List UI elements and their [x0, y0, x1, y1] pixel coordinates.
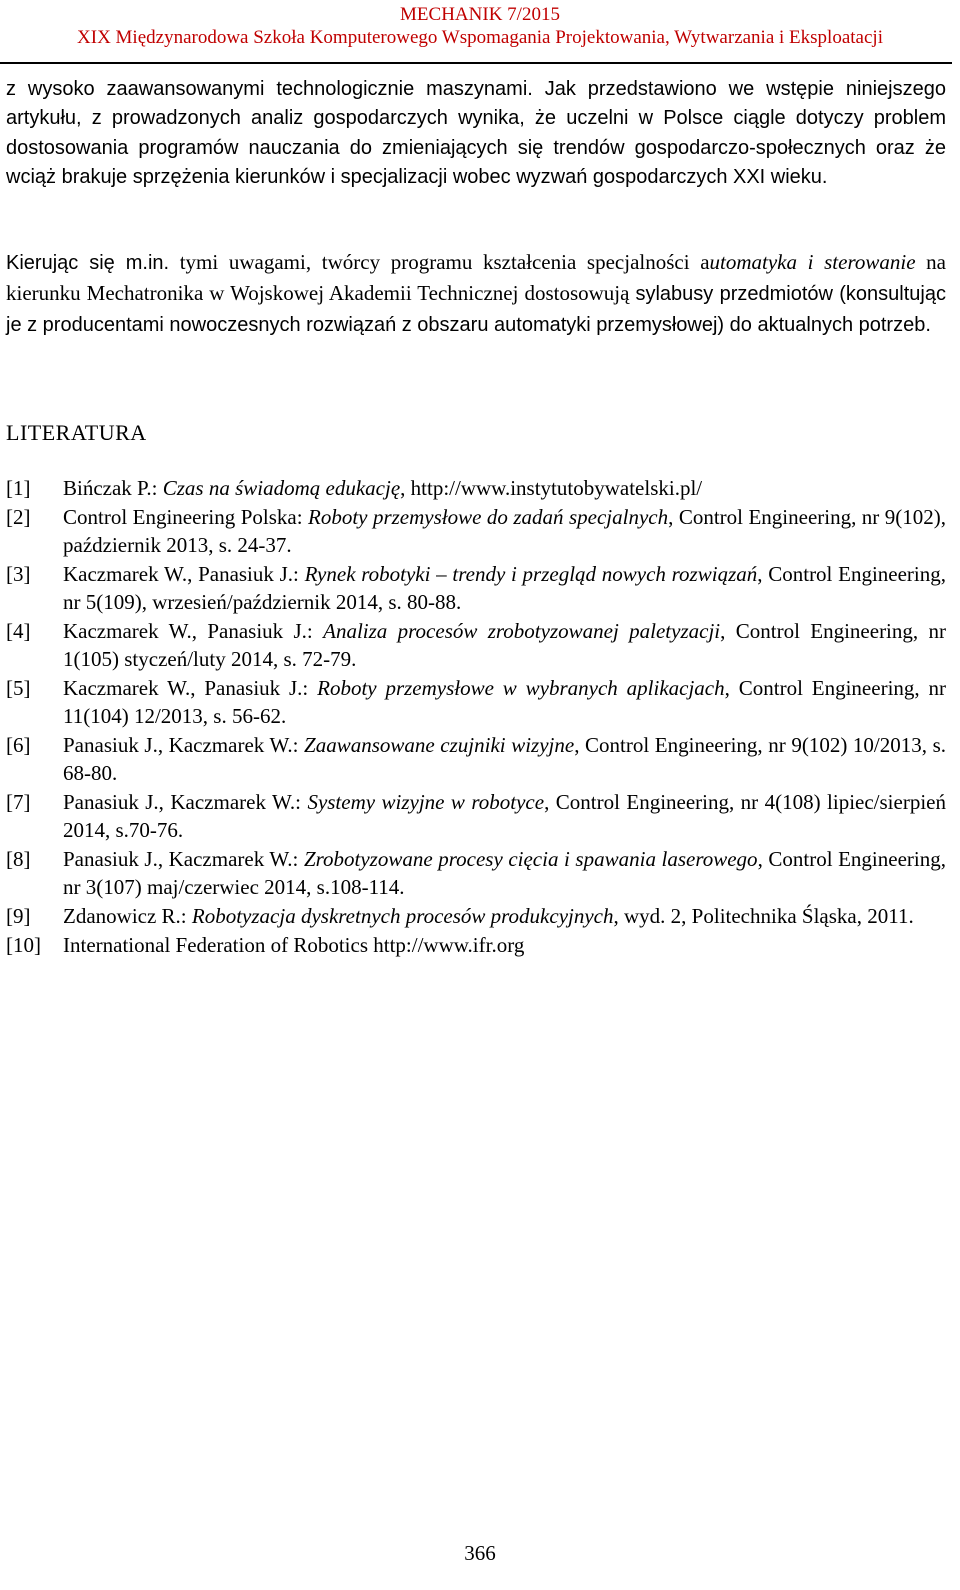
reference-item — [6, 731, 946, 787]
reference-number: [6] — [6, 732, 31, 757]
reference-number: [5] — [6, 675, 31, 700]
body-paragraph-2 — [6, 248, 946, 341]
reference-item — [6, 902, 946, 930]
reference-title: Systemy wizyjne w robotyce — [307, 789, 545, 814]
reference-authors: Control Engineering Polska: — [63, 504, 309, 529]
reference-item — [6, 617, 946, 673]
reference-authors: Panasiuk J., Kaczmarek W.: — [63, 732, 305, 757]
reference-title: Roboty przemysłowe do zadań specjalnych — [308, 504, 669, 529]
reference-item — [6, 474, 946, 502]
reference-title: Roboty przemysłowe w wybranych aplikacjach — [317, 675, 725, 700]
reference-number: [3] — [6, 561, 31, 586]
paragraph-2-lead: Kierując się m.in. — [6, 252, 170, 274]
reference-item — [6, 674, 946, 730]
reference-details: , Control Engineering, nr 9(102) 10/2013, s. 68-80. — [63, 732, 946, 785]
reference-authors: Zdanowicz R.: — [63, 903, 192, 928]
reference-item — [6, 503, 946, 559]
reference-number: [9] — [6, 903, 31, 928]
reference-list — [6, 474, 946, 959]
reference-title: Zaawansowane czujniki wizyjne — [304, 732, 575, 757]
conference-title: XIX Międzynarodowa Szkoła Komputerowego Wspomagania Projektowania, Wytwarzania i Eksploatacji — [77, 27, 883, 48]
reference-authors: Kaczmarek W., Panasiuk J.: — [63, 561, 305, 586]
reference-details: , Control Engineering, nr 1(105) styczeń/luty 2014, s. 72-79. — [63, 618, 946, 671]
reference-details: , wyd. 2, Politechnika Śląska, 2011. — [613, 903, 914, 928]
reference-authors: International Federation of Robotics http://www.ifr.org — [63, 932, 525, 957]
running-header — [0, 4, 960, 50]
reference-number: [4] — [6, 618, 31, 643]
reference-number: [1] — [6, 476, 31, 500]
reference-details: , Control Engineering, nr 4(108) lipiec/sierpień 2014, s.70-76. — [63, 789, 946, 842]
reference-authors: Kaczmarek W., Panasiuk J.: — [63, 675, 318, 700]
body-paragraph-1: z wysoko zaawansowanymi technologicznie maszynami. Jak przedstawiono we wstępie niniejszego artykułu, z prowadzonych analiz gospodarczych wynika, że uczelni w Polsce ciągle dotyczy problem dostosowania programów nauczania do zmieniających się trendów gospodarczo-społecznych oraz że wciąż brakuje sprzężenia kierunków i specjalizacji wobec wyzwań gospodarczych XXI wieku. — [6, 78, 946, 189]
reference-title: Zrobotyzowane procesy cięcia i spawania laserowego — [303, 846, 758, 871]
reference-details: , Control Engineering, nr 3(107) maj/czerwiec 2014, s.108-114. — [63, 846, 946, 899]
reference-title: Robotyzacja dyskretnych procesów produkcyjnych — [191, 903, 614, 928]
header-rule — [0, 62, 952, 64]
reference-item — [6, 931, 946, 959]
paragraph-2-text-end: sylabusy przedmiotów (konsultując je z producentami nowoczesnych rozwiązań z obszaru automatyki przemysłowej) do aktualnych potrzeb. — [6, 283, 946, 336]
reference-title: Czas na świadomą edukację — [162, 476, 401, 500]
page-number: 366 — [464, 1541, 496, 1565]
reference-title: Analiza procesów zrobotyzowanej paletyzacji — [323, 618, 721, 643]
reference-title: Rynek robotyki – trendy i przegląd nowych rozwiązań — [304, 561, 758, 586]
reference-number: [2] — [6, 504, 31, 529]
reference-details: , Control Engineering, nr 9(102), październik 2013, s. 24-37. — [63, 504, 946, 557]
paragraph-2-text: tymi uwagami, twórcy programu kształcenia specjalności a — [169, 250, 710, 274]
reference-details: , http://www.instytutobywatelski.pl/ — [400, 476, 703, 500]
specialty-name: utomatyka i sterowanie — [709, 250, 916, 274]
journal-title: MECHANIK 7/2015 — [400, 4, 560, 25]
reference-authors: Bińczak P.: — [63, 476, 163, 500]
literature-heading: LITERATURA — [6, 420, 147, 445]
reference-details: , Control Engineering, nr 5(109), wrzesień/październik 2014, s. 80-88. — [63, 561, 947, 614]
reference-authors: Kaczmarek W., Panasiuk J.: — [63, 618, 324, 643]
reference-item — [6, 845, 946, 901]
reference-number: [10] — [6, 932, 41, 957]
reference-item — [6, 560, 946, 616]
reference-authors: Panasiuk J., Kaczmarek W.: — [63, 846, 304, 871]
reference-item — [6, 788, 946, 844]
reference-authors: Panasiuk J., Kaczmarek W.: — [63, 789, 308, 814]
reference-details: , Control Engineering, nr 11(104) 12/2013, s. 56-62. — [63, 675, 946, 728]
paragraph-2-text-cont: na kierunku Mechatronika w Wojskowej Akademii Technicznej dostosowują — [6, 250, 946, 306]
reference-number: [8] — [6, 846, 31, 871]
reference-number: [7] — [6, 789, 31, 814]
